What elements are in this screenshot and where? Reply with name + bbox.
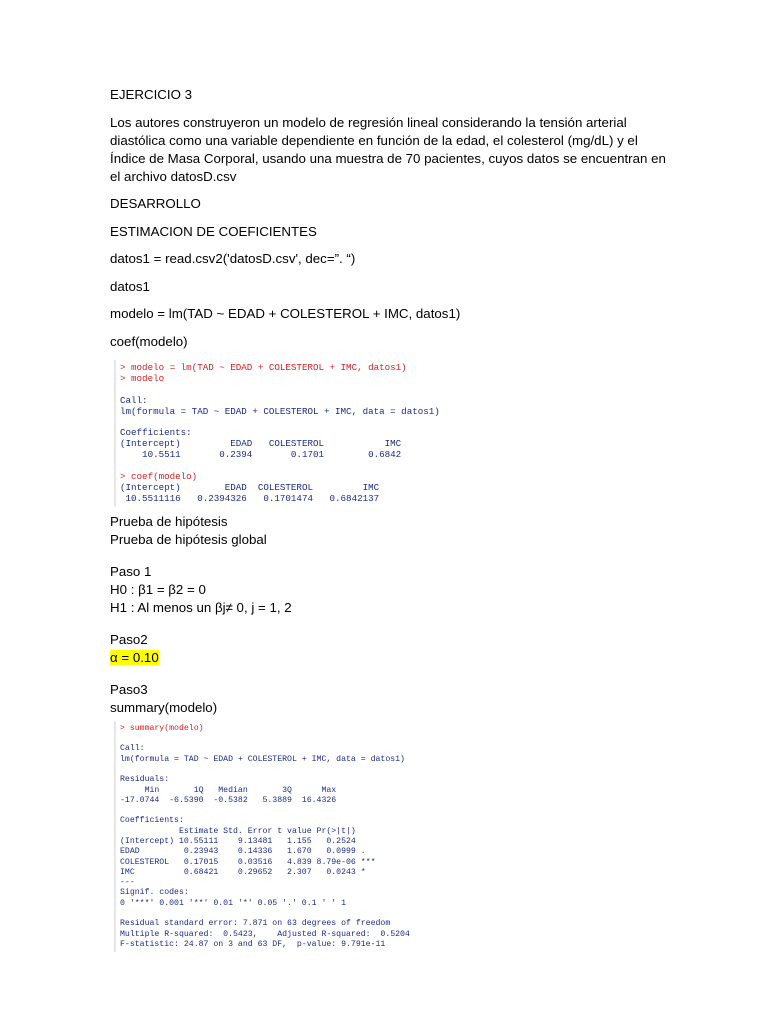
console-prompt-line: > modelo [120, 372, 165, 384]
console-output-line: 0 '***' 0.001 '**' 0.01 '*' 0.05 '.' 0.1 ' ' 1 [120, 898, 347, 908]
console-output-line: Signif. codes: [120, 888, 189, 898]
console-output-line: F-statistic: 24.87 on 3 and 63 DF, p-value: 9.791e-11 [120, 939, 386, 949]
exercise-intro: Los autores construyeron un modelo de regresión lineal considerando la tensión arterial diastólica como una variable dependiente en función de la edad, el colesterol (mg/dL) y el Índice de Masa Corporal, usando una muestra de 70 pacientes, cuyos datos se encuentran en el archivo datosD.csv [110, 114, 666, 184]
console-prompt-line: > coef(modelo) [120, 471, 198, 483]
console-output-line: Call: [120, 744, 145, 754]
paso3-label: Paso3 [110, 681, 148, 697]
console-output-line [120, 734, 400, 744]
console-output-line: Call: [120, 394, 148, 406]
code-datos1: datos1 [110, 278, 150, 294]
console-output-line: (Intercept) EDAD COLESTEROL IMC [120, 438, 402, 450]
r-console-coefficients [114, 360, 446, 507]
code-modelo: modelo = lm(TAD ~ EDAD + COLESTEROL + IMC, datos1) [110, 306, 461, 321]
paso1-label: Paso 1 [110, 563, 152, 579]
console-output-line: Residual standard error: 7.871 on 63 degrees of freedom [120, 919, 391, 929]
console-output-line: 10.5511 0.2394 0.1701 0.6842 [120, 449, 402, 461]
hypothesis-h1: H1 : Al menos un βj≠ 0, j = 1, 2 [110, 599, 292, 615]
console-output-line: EDAD 0.23943 0.14336 1.670 0.0999 . [120, 847, 366, 857]
console-output-line [120, 765, 400, 775]
section-desarrollo: DESARROLLO [110, 196, 201, 211]
summary-command: summary(modelo) [110, 699, 218, 715]
console-output-line: (Intercept) EDAD COLESTEROL IMC [120, 481, 380, 493]
console-output-line [120, 909, 400, 919]
console-prompt-line: > summary(modelo) [120, 723, 204, 733]
console-prompt-line: > modelo = lm(TAD ~ EDAD + COLESTEROL + IMC, datos1) [120, 362, 407, 373]
code-read-csv: datos1 = read.csv2('datosD.csv', dec=”. “) [110, 251, 356, 266]
code-coef: coef(modelo) [110, 333, 188, 349]
console-output-line: COLESTEROL 0.17015 0.03516 4.839 8.79e-06 *** [120, 857, 376, 867]
console-output-line: --- [120, 878, 135, 888]
console-output-line: IMC 0.68421 0.29652 2.307 0.0243 * [120, 867, 366, 877]
console-output-line: Residuals: [120, 775, 170, 785]
console-output-line [120, 385, 442, 396]
document-page [110, 86, 670, 958]
console-output-line: lm(formula = TAD ~ EDAD + COLESTEROL + IMC, data = datos1) [120, 754, 405, 764]
heading-prueba-global: Prueba de hipótesis global [110, 531, 267, 547]
console-output-line: Coefficients: [120, 816, 184, 826]
exercise-title: EJERCICIO 3 [110, 87, 193, 102]
console-output-line: -17.0744 -6.5390 -0.5382 5.3889 16.4326 [120, 795, 337, 805]
console-output-line: Estimate Std. Error t value Pr(>|t|) [120, 826, 356, 836]
console-output-line: (Intercept) 10.55111 9.13481 1.155 0.2524 [120, 837, 356, 846]
paso2-label: Paso2 [110, 631, 148, 647]
console-output-line: Multiple R-squared: 0.5423, Adjusted R-squared: 0.5204 [120, 929, 410, 939]
hypothesis-h0: H0 : β1 = β2 = 0 [110, 581, 206, 597]
heading-prueba: Prueba de hipótesis [110, 513, 228, 529]
console-output-line: lm(formula = TAD ~ EDAD + COLESTEROL + IMC, data = datos1) [120, 405, 440, 417]
section-estimacion: ESTIMACION DE COEFICIENTES [110, 223, 317, 239]
console-output-line: Min 1Q Median 3Q Max [120, 785, 337, 795]
r-console-summary [114, 721, 410, 953]
alpha-value: α = 0.10 [110, 649, 159, 665]
console-output-line: 10.5511116 0.2394326 0.1701474 0.6842137 [120, 492, 380, 504]
console-output-line: Coefficients: [120, 427, 192, 439]
console-output-line [120, 806, 400, 816]
